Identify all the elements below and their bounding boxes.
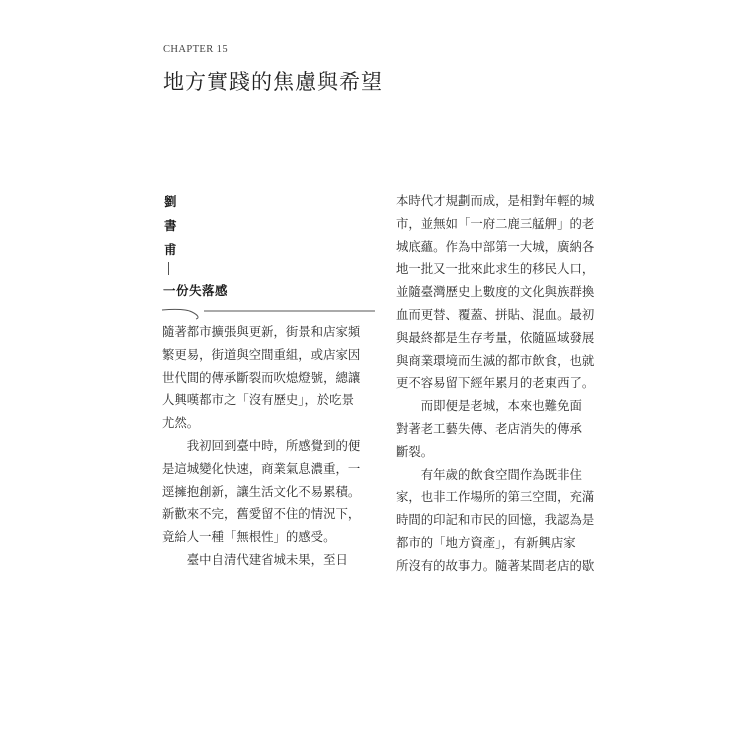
right-column [396, 190, 612, 578]
author-divider-bar [168, 262, 169, 275]
paragraph: 我初回到臺中時，所感覺到的便 是這城變化快速，商業氣息濃重，一 逕擁抱創新，讓生活文化不易累積。 新歡來不完，舊愛留不住的情況下， 竟給人一種「無根性」的感受。 [162, 437, 361, 545]
decorative-rule [160, 306, 375, 320]
paragraph: 本時代才規劃而成，是相對年輕的城 市，並無如「一府二鹿三艋舺」的老 城底蘊。作為中部第一大城，廣納各 地一批又一批來此求生的移民人口， 並隨臺灣歷史上數度的文化與族群換 血而更替、覆蓋、拼貼、混血。最初 與最終都是生存考量，依隨區域發展 與商業環境而生滅的都市飲食，也就 更不容易留下經年累月的老東西了。 [396, 193, 595, 391]
chapter-label: CHAPTER 15 [163, 44, 228, 55]
author-char: 劉 [164, 194, 177, 209]
essay-subtitle: 一份失落感 [163, 283, 229, 298]
left-column [162, 321, 378, 572]
paragraph: 有年歲的飲食空間作為既非住 家，也非工作場所的第三空間，充滿 時間的印記和市民的回憶，我認為是 都市的「地方資產」，有新興店家 所沒有的故事力。隨著某間老店的歇 [396, 466, 595, 573]
rule-curl [162, 309, 198, 319]
paragraph: 臺中自清代建省城未果，至日 [162, 551, 348, 567]
chapter-title: 地方實踐的焦慮與希望 [163, 70, 383, 94]
author-char: 甫 [164, 242, 177, 257]
paragraph: 而即便是老城，本來也難免面 對著老工藝失傳、老店消失的傳承 斷裂。 [396, 398, 582, 459]
author-name [164, 190, 184, 262]
paragraph: 隨著都市擴張與更新，街景和店家頻 繁更易，街道與空間重組，或店家因 世代間的傳承斷裂而吹熄燈號，總讓 人興嘆都市之「沒有歷史」，於吃景 尤然。 [162, 324, 361, 431]
author-char: 書 [164, 218, 177, 233]
